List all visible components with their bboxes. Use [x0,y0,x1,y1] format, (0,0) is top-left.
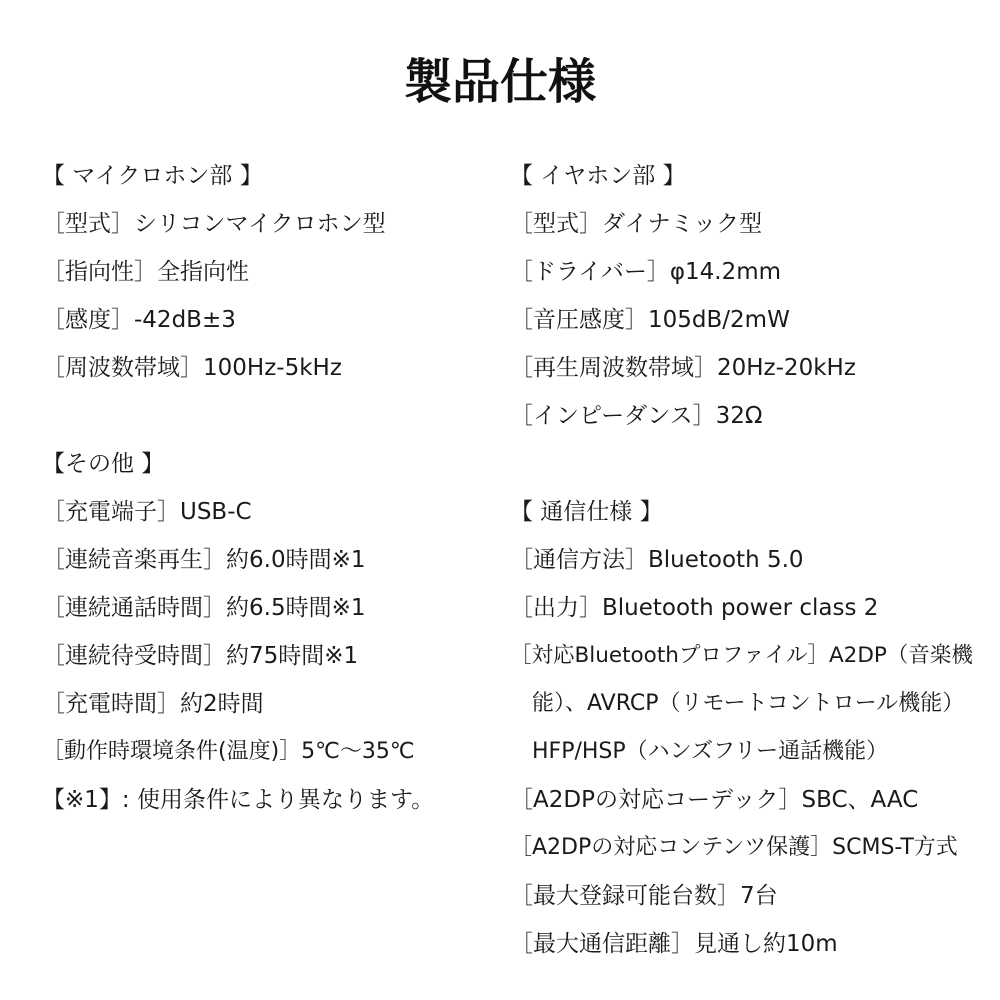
left-column [42,152,482,824]
spec-mic-directivity: ［指向性］全指向性 [42,259,249,285]
section-heading-earphone: 【 イヤホン部 】 [510,163,686,189]
spec-mic-type: ［型式］シリコンマイクロホン型 [42,211,386,237]
spec-charging-port: ［充電端子］USB-C [42,499,252,525]
footnote: 【※1】: 使用条件により異なります。 [42,787,435,813]
page-title: 製品仕様 [403,54,596,110]
spec-bluetooth-profile: ［対応Bluetoothプロファイル］A2DP（音楽機 [510,643,973,668]
spec-bluetooth-profile-cont2: HFP/HSP（ハンズフリー通話機能） [532,739,889,764]
spec-mic-frequency: ［周波数帯域］100Hz-5kHz [42,355,342,381]
spacer [42,392,482,440]
spec-earphone-type: ［型式］ダイナミック型 [510,211,763,237]
spec-charging-time: ［充電時間］約2時間 [42,691,264,717]
section-heading-microphone: 【 マイクロホン部 】 [42,163,263,189]
spec-playback-frequency: ［再生周波数帯域］20Hz-20kHz [510,355,856,381]
spec-codec: ［A2DPの対応コーデック］SBC、AAC [510,787,919,813]
section-heading-other: 【その他 】 [42,451,165,477]
spec-impedance: ［インピーダンス］32Ω [510,403,763,429]
spacer [510,440,980,488]
spec-communication-method: ［通信方法］Bluetooth 5.0 [510,547,804,573]
spec-bluetooth-profile-cont: 能）、AVRCP（リモートコントロール機能） [532,691,965,716]
spec-operating-temperature: ［動作時環境条件(温度)］5℃〜35℃ [42,739,415,764]
spec-sound-pressure: ［音圧感度］105dB/2mW [510,307,790,333]
right-column [510,152,980,968]
spec-music-playback: ［連続音楽再生］約6.0時間※1 [42,547,366,573]
spec-driver: ［ドライバー］φ14.2mm [510,259,782,285]
spec-content-protection: ［A2DPの対応コンテンツ保護］SCMS-T方式 [510,835,958,860]
spec-max-range: ［最大通信距離］見通し約10m [510,931,838,957]
spec-mic-sensitivity: ［感度］-42dB±3 [42,307,236,333]
spec-talk-time: ［連続通話時間］約6.5時間※1 [42,595,366,621]
section-heading-communication: 【 通信仕様 】 [510,499,663,525]
spec-max-devices: ［最大登録可能台数］7台 [510,883,778,909]
spec-output: ［出力］Bluetooth power class 2 [510,595,879,621]
spec-standby-time: ［連続待受時間］約75時間※1 [42,643,359,669]
